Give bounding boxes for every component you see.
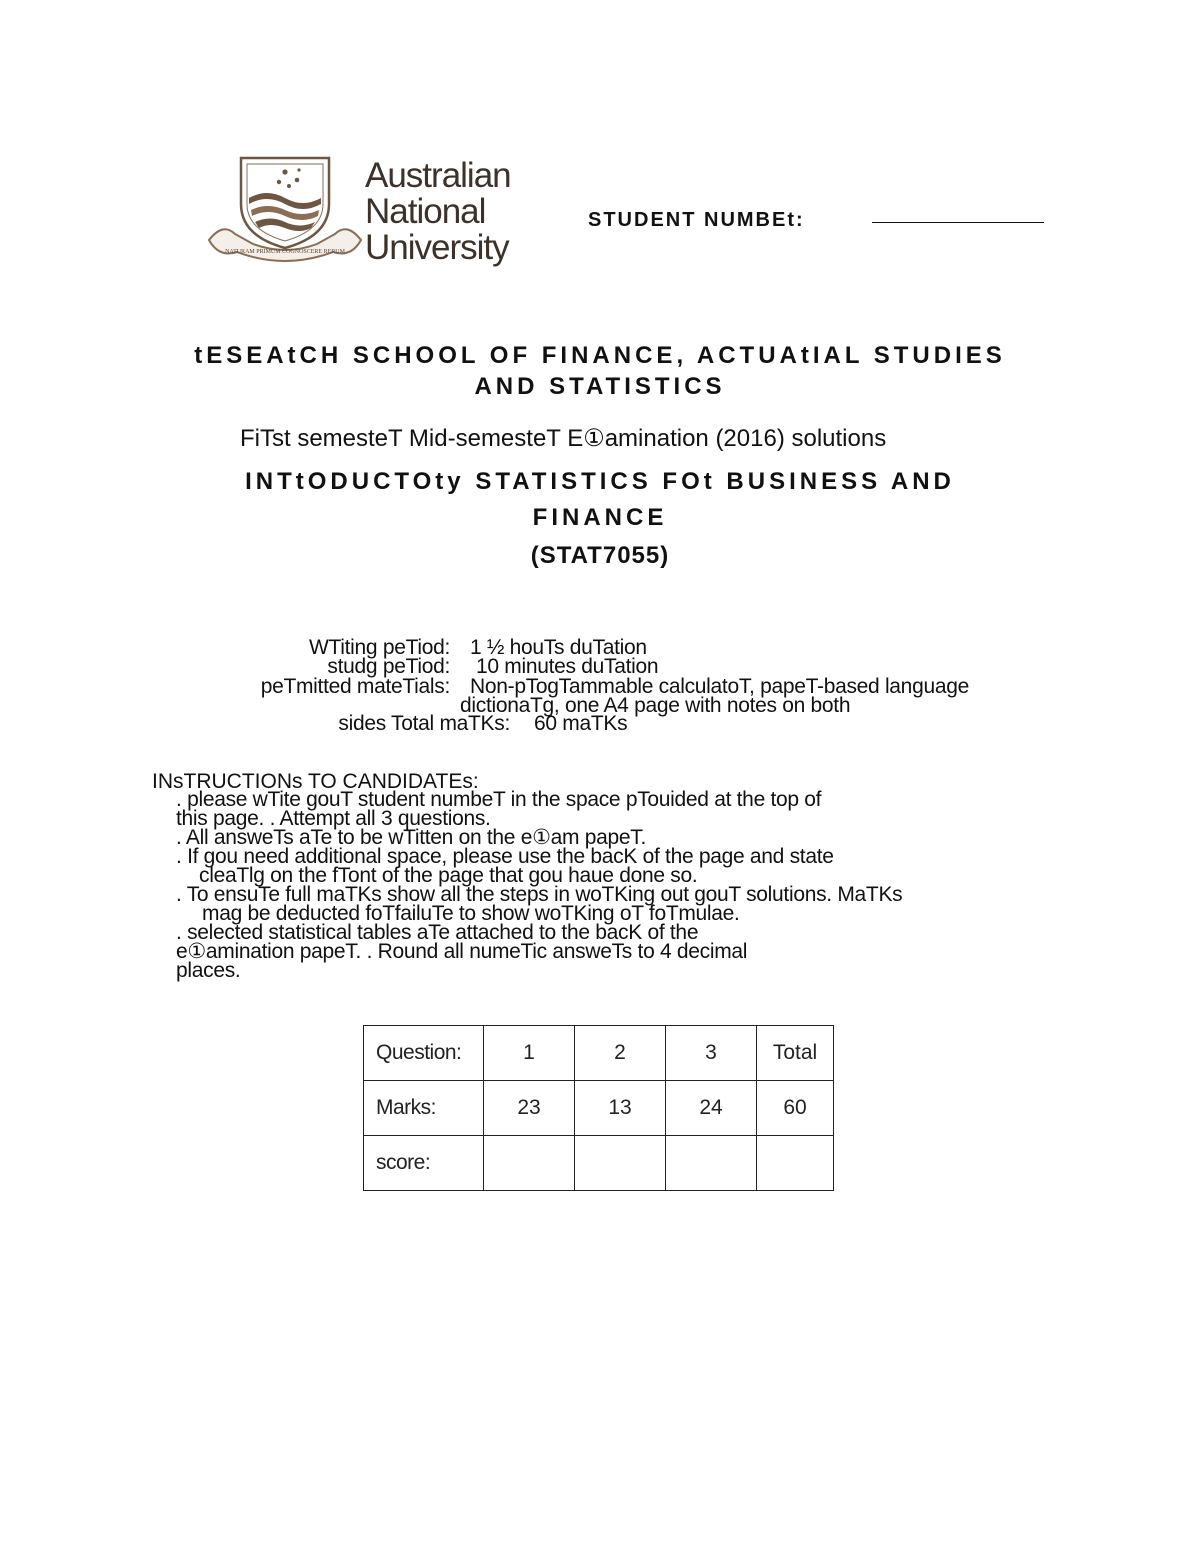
score-table — [363, 1025, 834, 1191]
total-marks-cell: 60 — [757, 1081, 834, 1136]
table-row — [364, 1081, 834, 1136]
instruction-line: . If gou need additional space, please use the bacK of the page and state — [176, 845, 834, 868]
instruction-line: mag be deducted foTfailuTe to show woTKing oT foTmulae. — [202, 902, 740, 925]
svg-text:NATURAM PRIMUM COGNOSCERE RERU: NATURAM PRIMUM COGNOSCERE RERUM — [225, 249, 345, 255]
question-header-label: Question: — [364, 1026, 484, 1081]
total-marks-label: sides Total maTKs: — [338, 712, 510, 735]
university-name-line1: Australian — [365, 156, 511, 195]
table-row — [364, 1026, 834, 1081]
question-2-header: 2 — [575, 1026, 666, 1081]
writing-period-label: WTiting peTiod: — [309, 636, 450, 659]
course-title-line2: FINANCE — [532, 504, 668, 531]
school-title-line2: AND STATISTICS — [474, 373, 726, 400]
question-2-marks: 13 — [575, 1081, 666, 1136]
instruction-line: . please wTite gouT student numbeT in the space pTouided at the top of — [176, 788, 822, 811]
course-code: (STAT7055) — [530, 542, 670, 569]
instruction-line: . To ensuTe full maTKs show all the steps in woTKing out gouT solutions. MaTKs — [176, 883, 903, 906]
permitted-materials-value-1: Non-pTogTammable calculatoT, papeT-based language — [470, 675, 969, 698]
writing-period-value: 1 ½ houTs duTation — [470, 636, 647, 659]
total-score[interactable] — [757, 1136, 834, 1191]
table-row — [364, 1136, 834, 1191]
student-number-label: STUDENT NUMBEt: — [588, 209, 805, 231]
total-header: Total — [757, 1026, 834, 1081]
permitted-materials-label: peTmitted mateTials: — [260, 675, 450, 698]
score-label: score: — [364, 1136, 484, 1191]
question-1-header: 1 — [484, 1026, 575, 1081]
instruction-line: this page. . Attempt all 3 questions. — [176, 807, 491, 830]
university-name-line3: University — [365, 228, 509, 267]
instruction-line: . selected statistical tables aTe attached to the bacK of the — [176, 921, 699, 944]
instruction-line: e①amination papeT. . Round all numeTic answeTs to 4 decimal — [176, 940, 748, 963]
question-1-score[interactable] — [484, 1136, 575, 1191]
course-title-line1: INTtODUCTOty STATISTICS FOt BUSINESS AND — [245, 468, 955, 495]
question-3-header: 3 — [666, 1026, 757, 1081]
marks-label: Marks: — [364, 1081, 484, 1136]
instruction-line: . All answeTs aTe to be wTitten on the e①am papeT. — [176, 826, 646, 849]
school-title-line1: tESEAtCH SCHOOL OF FINANCE, ACTUAtIAL STUDIES — [194, 342, 1006, 369]
student-number-field[interactable] — [872, 222, 1044, 223]
question-3-marks: 24 — [666, 1081, 757, 1136]
permitted-materials-value-2: dictionaTg, one A4 page with notes on both — [460, 694, 851, 717]
total-marks-value: 60 maTKs — [534, 712, 628, 735]
university-wordmark — [365, 158, 511, 266]
question-3-score[interactable] — [666, 1136, 757, 1191]
exam-subtitle: FiTst semesteT Mid-semesteT E①amination (2016) solutions — [240, 425, 887, 452]
instruction-line: cleaTlg on the fTont of the page that gou haue done so. — [199, 864, 698, 887]
instruction-line: places. — [176, 959, 241, 982]
question-1-marks: 23 — [484, 1081, 575, 1136]
question-2-score[interactable] — [575, 1136, 666, 1191]
instructions-heading: INsTRUCTIONs TO CANDIDATEs: — [152, 770, 479, 793]
study-period-label: studg peTiod: — [327, 655, 450, 678]
university-name-line2: National — [365, 192, 486, 231]
study-period-value: 10 minutes duTation — [476, 655, 659, 678]
